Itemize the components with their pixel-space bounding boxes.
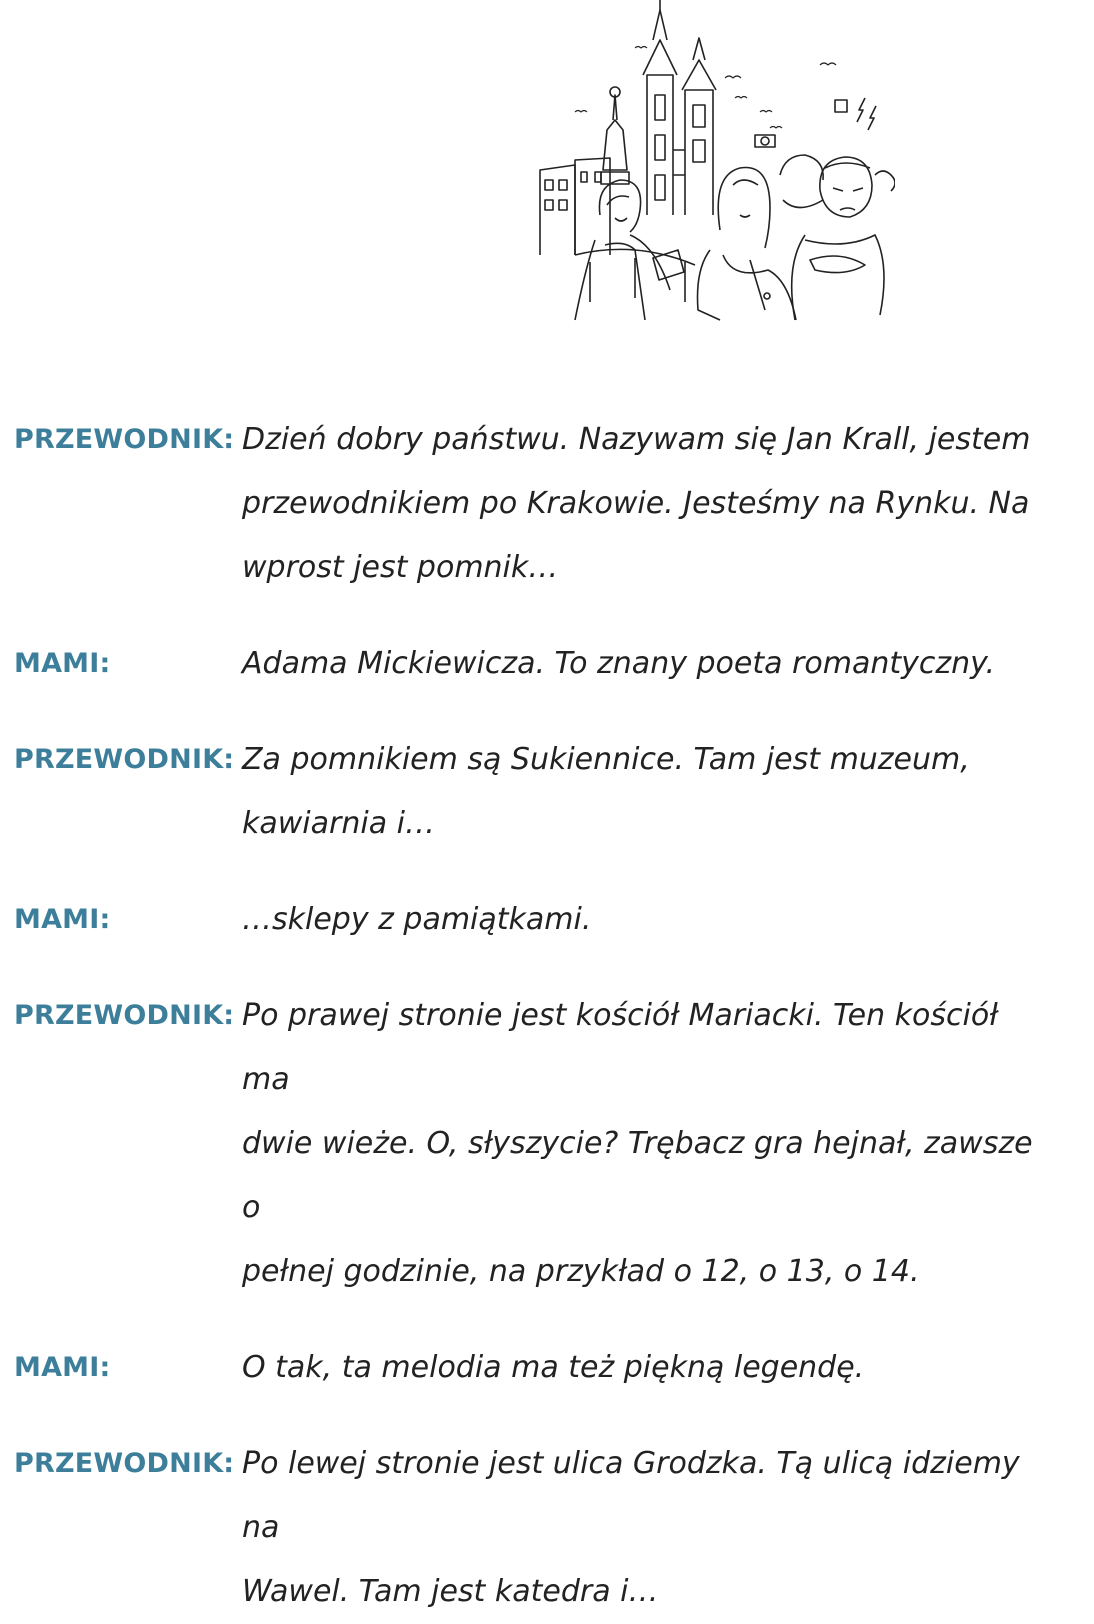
speech-line: pełnej godzinie, na przykład o 12, o 13, o 14. bbox=[242, 1254, 920, 1289]
speaker-label: MAMI: bbox=[14, 904, 111, 935]
speech-text bbox=[242, 984, 1042, 1304]
speech-line: kawiarnia i… bbox=[242, 806, 435, 841]
speaker-label: PRZEWODNIK: bbox=[14, 424, 235, 455]
speech-text bbox=[242, 632, 1042, 696]
speech-line: wprost jest pomnik… bbox=[242, 550, 559, 585]
speaker-label: PRZEWODNIK: bbox=[14, 1448, 235, 1479]
speech-line: Za pomnikiem są Sukiennice. Tam jest muzeum, bbox=[242, 742, 970, 777]
railing bbox=[575, 249, 695, 302]
dialogue-line bbox=[14, 984, 1084, 1304]
speaker-label: PRZEWODNIK: bbox=[14, 744, 235, 775]
dialogue-line bbox=[14, 888, 1084, 952]
speech-text bbox=[242, 728, 1042, 856]
speech-line: …sklepy z pamiątkami. bbox=[242, 902, 592, 937]
speech-line: O tak, ta melodia ma też piękną legendę. bbox=[242, 1350, 865, 1385]
speech-line: Dzień dobry państwu. Nazywam się Jan Krall, jestem bbox=[242, 422, 1031, 457]
dialogue bbox=[14, 408, 1084, 1624]
dialogue-line bbox=[14, 1336, 1084, 1400]
speech-text bbox=[242, 1336, 1042, 1400]
speech-line: Po prawej stronie jest kościół Mariacki. Ten kościół ma bbox=[242, 998, 998, 1097]
speaker-label: MAMI: bbox=[14, 648, 111, 679]
monument bbox=[601, 87, 629, 184]
dialogue-line bbox=[14, 408, 1084, 600]
speaker-label: MAMI: bbox=[14, 1352, 111, 1383]
speech-line: dwie wieże. O, słyszycie? Trębacz gra hejnał, zawsze o bbox=[242, 1126, 1033, 1225]
dialogue-line bbox=[14, 632, 1084, 696]
speaker-label: PRZEWODNIK: bbox=[14, 1000, 235, 1031]
speech-text bbox=[242, 1432, 1042, 1624]
speech-text bbox=[242, 408, 1042, 600]
dialogue-line bbox=[14, 1432, 1084, 1624]
dialogue-line bbox=[14, 728, 1084, 856]
church-tower-tall bbox=[643, 0, 677, 215]
speech-line: przewodnikiem po Krakowie. Jesteśmy na Rynku. Na bbox=[242, 486, 1030, 521]
krakow-market-square-illustration bbox=[535, 0, 895, 325]
speech-line: Wawel. Tam jest katedra i… bbox=[242, 1574, 659, 1609]
man-camera-figure bbox=[755, 135, 823, 208]
speech-text bbox=[242, 888, 1042, 952]
church-tower-short bbox=[673, 38, 716, 215]
grumpy-man-figure bbox=[792, 98, 895, 320]
speech-line: Po lewej stronie jest ulica Grodzka. Tą ulicą idziemy na bbox=[242, 1446, 1020, 1545]
speech-line: Adama Mickiewicza. To znany poeta romantyczny. bbox=[242, 646, 996, 681]
